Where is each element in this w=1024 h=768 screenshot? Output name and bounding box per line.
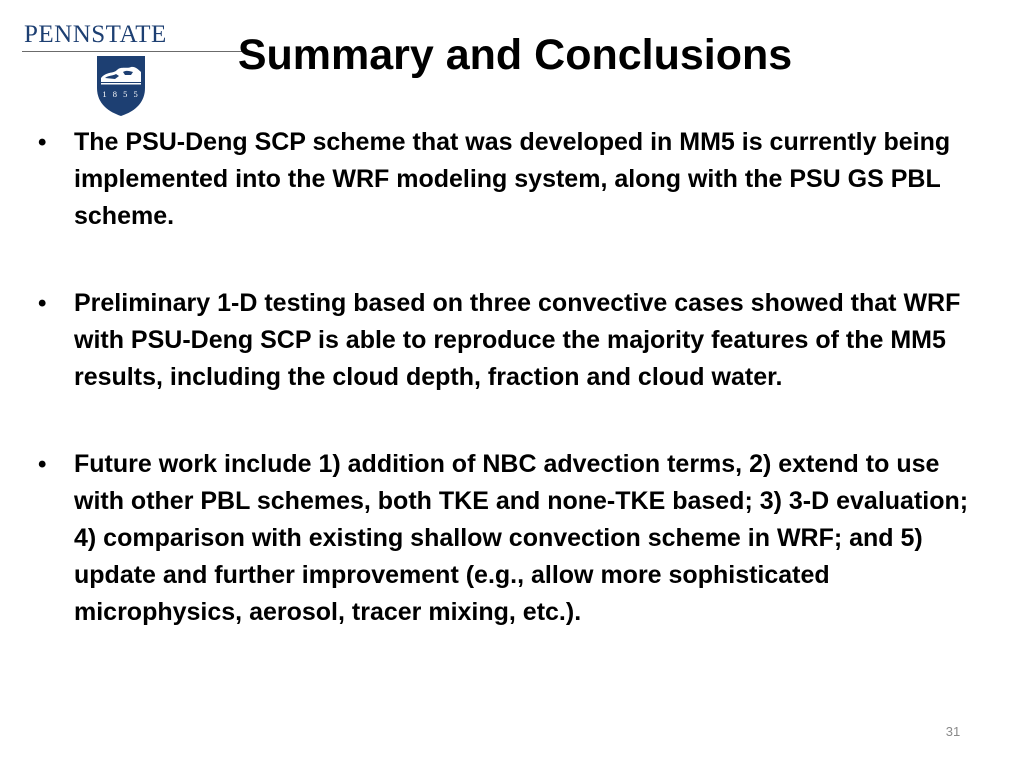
bullet-item xyxy=(36,446,996,631)
bullet-icon: • xyxy=(38,290,47,317)
logo-year: 1 8 5 5 xyxy=(102,89,140,99)
slide-title: Summary and Conclusions xyxy=(237,31,793,79)
pennstate-logo xyxy=(22,20,182,118)
bullet-list xyxy=(36,124,996,681)
bullet-icon: • xyxy=(38,129,47,156)
bullet-text: Preliminary 1-D testing based on three convective cases showed that WRF with PSU-Deng SCP is able to reproduce the majority features of the MM5 results, including the cloud depth, fraction and cloud water. xyxy=(74,289,961,391)
bullet-text: The PSU-Deng SCP scheme that was developed in MM5 is currently being implemented into the WRF modeling system, along with the PSU GS PBL scheme. xyxy=(74,128,951,230)
logo-wordmark: PENNSTATE xyxy=(24,21,167,48)
bullet-text: Future work include 1) addition of NBC advection terms, 2) extend to use with other PBL schemes, both TKE and none-TKE based; 3) 3-D evaluation; 4) comparison with existing shallow convection scheme in WRF; and 5) update and further improvement (e.g., allow more sophisticated microphysics, aerosol, tracer mixing, etc.). xyxy=(74,450,969,626)
logo-divider xyxy=(22,51,250,52)
bullet-item xyxy=(36,285,996,396)
bullet-icon: • xyxy=(38,451,47,478)
shield-icon xyxy=(95,54,147,118)
slide-number: 31 xyxy=(945,724,961,739)
bullet-item xyxy=(36,124,996,235)
